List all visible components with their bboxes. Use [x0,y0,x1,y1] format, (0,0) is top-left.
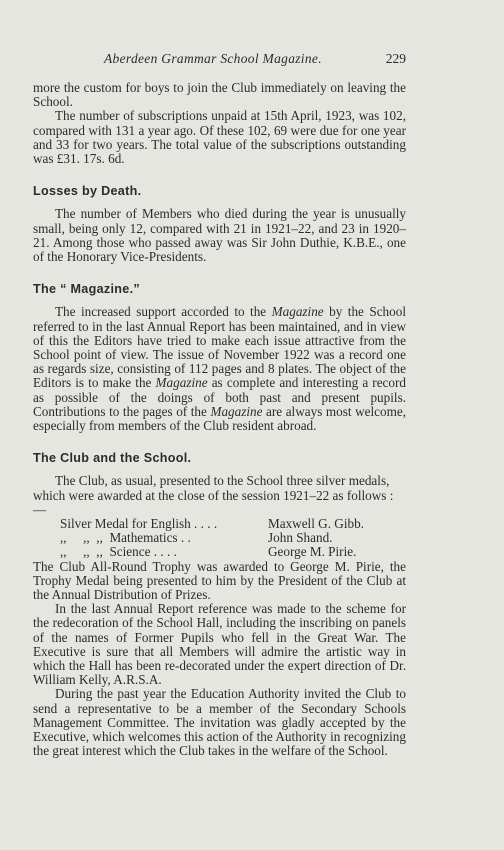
medal-subject: ,, ,, ,, Science . . . . [60,544,177,560]
medal-winner: George M. Pirie. [268,544,357,560]
page-body [33,81,406,758]
medal-row [33,517,406,531]
paragraph: In the last Annual Report reference was made to the scheme for the redecoration of the School Hall, including the inscribing on panels of the names of Former Pupils who fell in the Great War. The Executive is sure that all Members will admire the artistic way in which the Hall has been re-decorated under the expert direction of Dr. William Kelly, A.R.S.A. [33,601,406,688]
magazine-title: Magazine [271,304,324,320]
magazine-title: Magazine [210,403,263,419]
section-heading-losses: Losses by Death. [33,184,142,199]
magazine-title: Magazine [155,375,208,391]
medal-row [33,531,406,545]
paragraph: During the past year the Education Authority invited the Club to send a representative to be a member of the Secondary Schools Management Committee. The invitation was gladly accepted by the Executive, which welcomes this action of the Authority in recognizing the great interest which the Club takes in the welfare of the School. [33,686,406,759]
header-title: Aberdeen Grammar School Magazine. [104,51,322,66]
page-number: 229 [385,51,406,66]
paragraph: The Club All-Round Trophy was awarded to George M. Pirie, the Trophy Medal being presented to him by the President of the Club at the Annual Distribution of Prizes. [33,558,406,603]
paragraph: more the custom for boys to join the Club immediately on leaving the School. [33,80,406,110]
section-heading-magazine: The “ Magazine.” [33,282,140,297]
medal-subject: Silver Medal for English . . . . [60,516,218,532]
medal-subject: ,, ,, ,, Mathematics . . [60,530,191,546]
medal-winner: John Shand. [268,530,333,546]
paragraph: The Club, as usual, presented to the School three silver medals, which were awarded at the close of the session 1921–22 as follows :— [33,473,394,517]
paragraph: The number of subscriptions unpaid at 15th April, 1923, was 102, compared with 131 a year ago. Of these 102, 69 were due for one year and 33 for two years. The total value of the subscriptions outstanding was £31. 17s. 6d. [33,108,406,167]
medal-list [33,517,406,560]
medal-row [33,545,406,559]
medal-winner: Maxwell G. Gibb. [268,516,364,532]
paragraph-magazine: The increased support accorded to the Magazine by the School referred to in the last Annual Report has been maintained, and in view of this the Editors have tried to make each issue attractive from the School point of view. The issue of November 1922 was a record one as regards size, consisting of 112 pages and 8 plates. The object of the Editors is to make the Magazine as complete and interesting a record as possible of the doings of both past and present pupils. Contributions to the pages of the Magazine are always most welcome, especially from members of the Club resident abroad. [33,304,407,434]
section-heading-club-school: The Club and the School. [33,451,192,466]
paragraph: The number of Members who died during the year is unusually small, being only 12, compared with 21 in 1921–22, and 23 in 1920–21. Among those who passed away was Sir John Duthie, K.B.E., one of the Honorary Vice-Presidents. [33,206,406,265]
running-header [32,51,406,67]
